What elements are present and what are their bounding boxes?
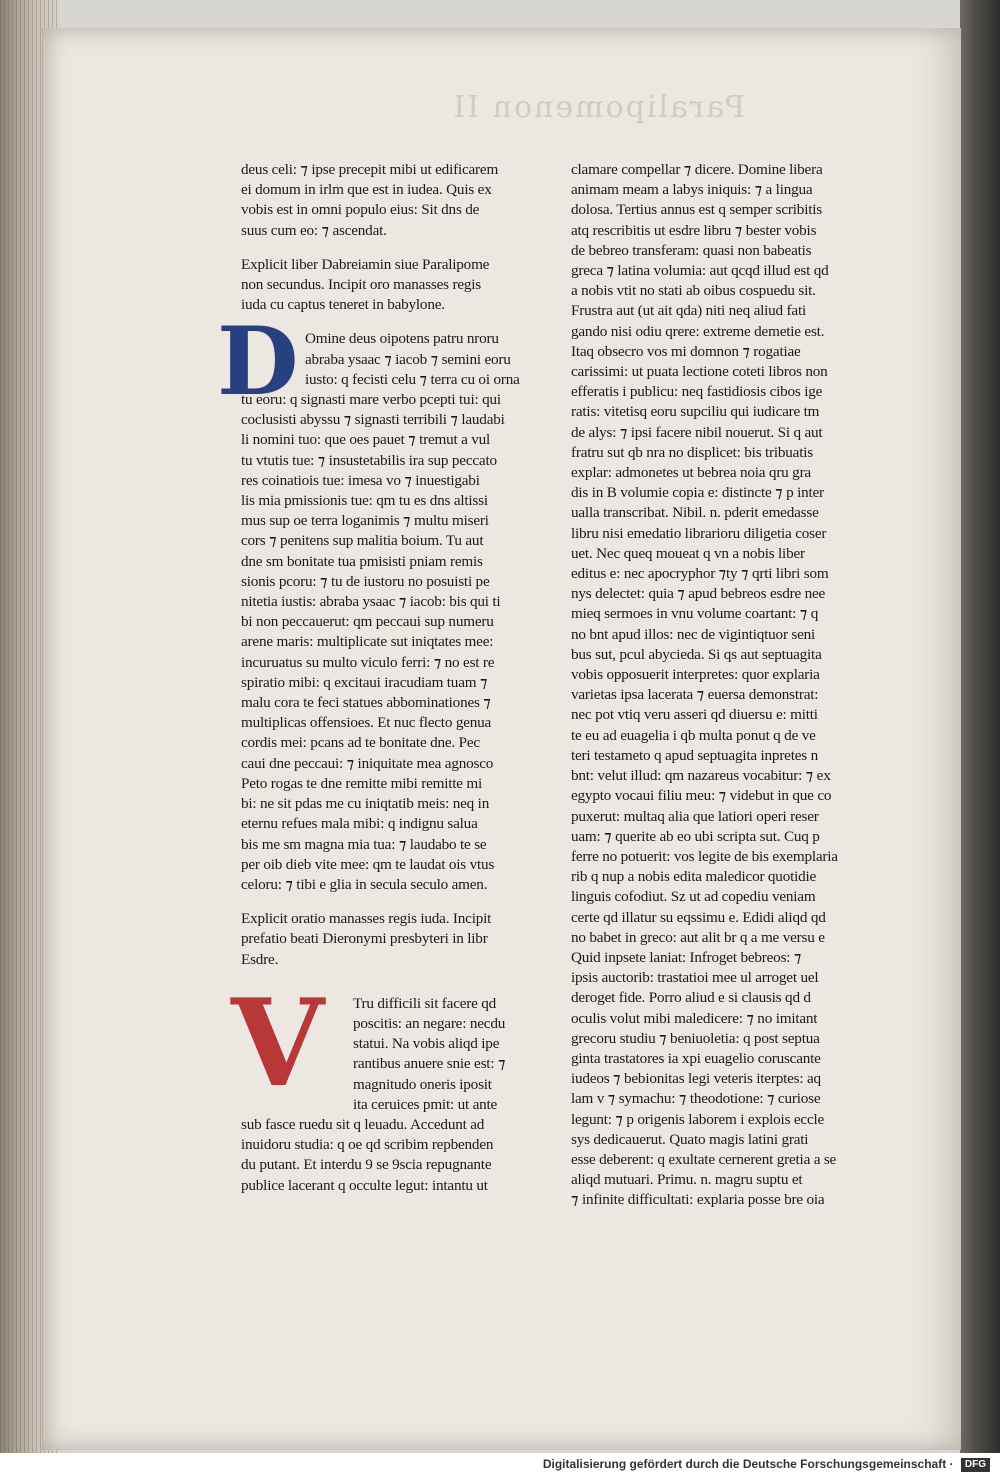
credit-text: Digitalisierung gefördert durch die Deutsche Forschungsgemeinschaft · bbox=[542, 1457, 954, 1471]
text-line: spiratio mibi: q excitaui iracudiam tuam ⁊ bbox=[241, 673, 488, 691]
text-line: rib q nup a nobis edita maledicor quotidie bbox=[571, 868, 817, 886]
text-line: bi: ne sit pdas me cu iniqtatib meis: neq in bbox=[241, 795, 490, 813]
text-line: suus cum eo: ⁊ ascendat. bbox=[241, 221, 387, 239]
decorated-initial-red: V bbox=[231, 972, 324, 1114]
text-line: magnitudo oneris iposit bbox=[353, 1075, 492, 1093]
text-line: animam meam a labys iniquis: ⁊ a lingua bbox=[571, 181, 813, 199]
text-line: varietas ipsa lacerata ⁊ euersa demonstrat: bbox=[571, 686, 819, 704]
text-line: cors ⁊ penitens sup malitia boium. Tu aut bbox=[241, 532, 484, 550]
text-line: per oib dieb vite mee: qm te laudat ois vtus bbox=[241, 855, 495, 873]
text-line: bus sut, pcul abycieda. Si qs aut septuagita bbox=[571, 645, 822, 663]
text-line: ita ceruices pmit: ut ante bbox=[353, 1095, 498, 1113]
text-line: caui dne peccaui: ⁊ iniquitate mea agnosco bbox=[241, 754, 494, 772]
text-line: tu vtutis tue: ⁊ insustetabilis ira sup peccato bbox=[241, 451, 497, 469]
text-line: uam: ⁊ querite ab eo ubi scripta sut. Cuq p bbox=[571, 827, 820, 845]
text-line: tu eoru: q signasti mare verbo pcepti tui: qui bbox=[241, 391, 501, 409]
text-line: dis in B volumie copia e: distincte ⁊ p inter bbox=[571, 484, 824, 502]
text-line: dne sm bonitate tua pmisisti pniam remis bbox=[241, 552, 483, 570]
text-line: de alys: ⁊ ipsi facere nibil nouerut. Si q aut bbox=[571, 423, 823, 441]
text-line: Peto rogas te dne remitte mibi remitte mi bbox=[241, 774, 483, 792]
text-line: ipsis auctorib: trastatioi mee ul arroget uel bbox=[571, 969, 819, 987]
text-line: Frustra aut (ut ait qda) niti neq aliud fati bbox=[571, 302, 806, 320]
digitization-credit bbox=[0, 1453, 1000, 1475]
text-line: arene maris: multiplicate sut iniqtates mee: bbox=[241, 633, 494, 651]
text-line: incuruatus su multo viculo ferri: ⁊ no est re bbox=[241, 653, 495, 671]
text-line: gando nisi odiu qrere: extreme demetie est. bbox=[571, 322, 825, 340]
text-line: nitetia iustis: abraba ysaac ⁊ iacob: bis qui ti bbox=[241, 593, 501, 611]
text-line: legunt: ⁊ p origenis laborem i explois eccle bbox=[571, 1110, 825, 1128]
text-line: li nomini tuo: que oes pauet ⁊ tremut a vul bbox=[241, 431, 491, 449]
text-line: Explicit oratio manasses regis iuda. Incipit bbox=[241, 910, 492, 928]
text-line: nec pot vtiq veru asseri qd diuersu e: mitti bbox=[571, 706, 818, 724]
text-line: no bnt apud illos: nec de vigintiqtuor seni bbox=[571, 625, 816, 643]
text-line: editus e: nec apocryphor ⁊ty ⁊ qrti libri som bbox=[571, 565, 829, 583]
text-line: carissimi: ut puata lectione coteti libros non bbox=[571, 363, 828, 381]
text-line: explar: admonetes ut bebrea noia qru gra bbox=[571, 464, 811, 482]
text-line: lis mia pmissionis tue: qm tu es dns altissi bbox=[241, 492, 488, 510]
text-line: linguis cofodiut. Sz ut ad copediu veniam bbox=[571, 888, 816, 906]
text-line: puxerut: multaq alia que latiori operi reser bbox=[571, 807, 819, 825]
text-line: eternu refues mala mibi: q indignu salua bbox=[241, 815, 478, 833]
prayer-of-manasses bbox=[217, 307, 553, 895]
text-line: dolosa. Tertius annus est q semper scribitis bbox=[571, 201, 822, 219]
text-line: deroget fide. Porro aliud e si clausis qd d bbox=[571, 989, 811, 1007]
jerome-preface bbox=[231, 972, 553, 1196]
explicit-rubric bbox=[241, 255, 553, 316]
text-line: statui. Na vobis aliqd ipe bbox=[353, 1035, 500, 1053]
text-line: deus celi: ⁊ ipse precepit mibi ut edificarem bbox=[241, 161, 499, 178]
text-line: iudeos ⁊ bebionitas legi veteris iterptes: aq bbox=[571, 1070, 821, 1088]
left-column bbox=[217, 160, 553, 1196]
text-line: abraba ysaac ⁊ iacob ⁊ semini eoru bbox=[305, 350, 511, 368]
decorated-initial-blue: D bbox=[217, 307, 299, 418]
text-line: inuidoru studia: q oe qd scribim repbenden bbox=[241, 1136, 494, 1154]
text-line: malu cora te feci statues abbominationes ⁊ bbox=[241, 694, 491, 712]
text-line: ferre no potuerit: vos legite de bis exemplaria bbox=[571, 847, 838, 865]
text-line: iusto: q fecisti celu ⁊ terra cu oi orna bbox=[305, 370, 520, 388]
running-head: Paralipomenon II bbox=[451, 90, 745, 125]
text-line: te eu ad euagelia i qb multa ponut q de ve bbox=[571, 726, 816, 744]
text-line: a nobis vtit no stati ab oibus cospuedu sit. bbox=[571, 282, 816, 300]
text-line: certe qd illatur su eqssimu e. Edidi aliqd qd bbox=[571, 908, 826, 926]
text-line: mieq sermoes in vnu volume coartant: ⁊ q bbox=[571, 605, 819, 623]
text-line: sys dedicauerut. Quato magis latini grati bbox=[571, 1130, 809, 1148]
right-column bbox=[571, 160, 883, 1211]
text-line: Omine deus oipotens patru nroru bbox=[305, 330, 499, 348]
text-line: Esdre. bbox=[241, 950, 279, 968]
text-line: ⁊ infinite difficultati: explaria posse bre oia bbox=[571, 1191, 825, 1209]
text-line: du putant. Et interdu 9 se 9scia repugnante bbox=[241, 1156, 492, 1174]
text-line: lam v ⁊ symachu: ⁊ theodotione: ⁊ curiose bbox=[571, 1090, 821, 1108]
text-line: efferatis i publicu: neq fastidiosis cibos ige bbox=[571, 383, 823, 401]
text-line: bi non peccauerut: qm peccaui sup numeru bbox=[241, 613, 494, 631]
text-line: teri testameto q apud septuagita inpretes n bbox=[571, 746, 818, 764]
text-line: coclusisti abyssu ⁊ signasti terribili ⁊ laudabi bbox=[241, 411, 505, 429]
text-line: multiplicas offensioes. Et nuc flecto genua bbox=[241, 714, 492, 732]
text-line: nys delectet: quia ⁊ apud bebreos esdre nee bbox=[571, 585, 826, 603]
text-line: bnt: velut illud: qm nazareus vocabitur: ⁊ ex bbox=[571, 767, 831, 785]
dfg-logo: DFG bbox=[961, 1458, 990, 1472]
text-line: poscitis: an negare: necdu bbox=[353, 1014, 506, 1032]
text-line: ratis: vitetisq eoru supciliu qui iudicare tm bbox=[571, 403, 820, 421]
book-binding-shadow bbox=[960, 0, 1000, 1455]
text-line: bis me sm magna mia tua: ⁊ laudabo te se bbox=[241, 835, 487, 853]
text-line: de bebreo transferam: quasi non babeatis bbox=[571, 241, 812, 259]
text-line: Itaq obsecro vos mi domnon ⁊ rogatiae bbox=[571, 342, 801, 360]
text-line: vobis est in omni populo eius: Sit dns de bbox=[241, 201, 480, 219]
text-line: no babet in greco: aut alit br q a me versu e bbox=[571, 928, 825, 946]
text-line: aliqd mutuari. Primu. n. magru suptu et bbox=[571, 1171, 803, 1189]
text-line: ginta trastatores ia xpi euagelio coruscante bbox=[571, 1049, 821, 1067]
text-line: vobis opposuerit interpretes: quor explaria bbox=[571, 666, 820, 684]
text-line: prefatio beati Dieronymi presbyteri in libr bbox=[241, 930, 488, 948]
text-line: mus sup oe terra loganimis ⁊ multu miseri bbox=[241, 512, 489, 530]
text-line: celoru: ⁊ tibi e glia in secula seculo amen. bbox=[241, 875, 488, 893]
text-line: egypto vocaui filiu meu: ⁊ videbut in que co bbox=[571, 787, 832, 805]
book-page bbox=[42, 28, 961, 1450]
text-line: greca ⁊ latina volumia: aut qcqd illud est qd bbox=[571, 262, 829, 280]
text-line: libru nisi emedatio librarioru diligetia coser bbox=[571, 524, 827, 542]
text-block-end-of-book bbox=[241, 160, 553, 241]
text-line: publice lacerant q occulte legut: intantu ut bbox=[241, 1176, 488, 1194]
text-line: Tru difficili sit facere qd bbox=[353, 994, 497, 1012]
text-line: sub fasce ruedu sit q leuadu. Accedunt ad bbox=[241, 1115, 485, 1133]
text-line: clamare compellar ⁊ dicere. Domine libera bbox=[571, 161, 823, 178]
text-line: rantibus anuere snie est: ⁊ bbox=[353, 1055, 506, 1073]
text-line: fratru sut qb nra no displicet: bis tribuatis bbox=[571, 443, 813, 461]
text-line: grecoru studiu ⁊ beniuoletia: q post septua bbox=[571, 1029, 820, 1047]
text-line: esse deberent: q exultate cernerent gretia a se bbox=[571, 1150, 837, 1168]
text-line: oculis volut mibi maledicere: ⁊ no imitant bbox=[571, 1009, 818, 1027]
explicit-incipit-rubric bbox=[241, 909, 553, 970]
text-line: uet. Nec queq moueat q vn a nobis liber bbox=[571, 544, 805, 562]
text-line: atq rescribitis ut esdre libru ⁊ bester vobis bbox=[571, 221, 817, 239]
text-line: Quid inpsete laniat: Infroget bebreos: ⁊ bbox=[571, 948, 802, 966]
text-line: Explicit liber Dabreiamin siue Paralipome bbox=[241, 255, 490, 273]
text-line: ualla transcribat. Nibil. n. pderit emedasse bbox=[571, 504, 819, 522]
text-line: res coinatiois tue: imesa vo ⁊ inuestigabi bbox=[241, 471, 480, 489]
text-line: cordis mei: pcans ad te bonitate dne. Pec bbox=[241, 734, 480, 752]
text-line: sionis pcoru: ⁊ tu de iustoru no posuisti pe bbox=[241, 572, 490, 590]
text-line: ei domum in irlm que est in iudea. Quis ex bbox=[241, 181, 492, 199]
text-line: iuda cu captus teneret in babylone. bbox=[241, 296, 445, 314]
text-line: non secundus. Incipit oro manasses regis bbox=[241, 276, 482, 294]
